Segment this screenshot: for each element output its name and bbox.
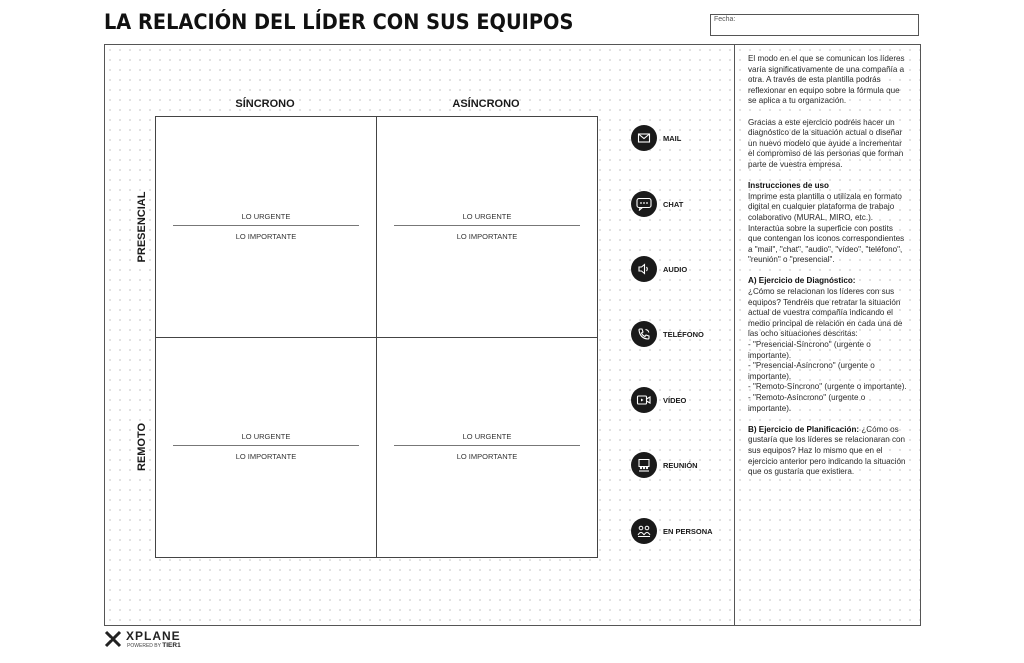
mail-icon [631, 125, 657, 151]
xplane-mark-icon [104, 630, 122, 648]
cell-rule [394, 225, 580, 226]
date-field[interactable] [710, 14, 919, 36]
planning-text: ¿Cómo os gustaría que los líderes se relacionaran con sus equipos? Haz lo mismo que en el ejercicio anterior pero indicando la situación que os gustaría que existiera. [748, 424, 906, 477]
situation-item: - "Presencial-Asíncrono" (urgente o importante). [748, 361, 875, 381]
instructions-sidebar [748, 54, 908, 478]
cell-rule [173, 225, 359, 226]
media-label: AUDIO [663, 264, 688, 274]
cell-label-important: LO IMPORTANTE [235, 452, 297, 461]
cell-rule [394, 445, 580, 446]
planning-heading: B) Ejercicio de Planificación: [748, 424, 860, 434]
cell-label-urgent: LO URGENTE [462, 432, 512, 441]
media-label: MAIL [663, 133, 682, 143]
cell-label-urgent: LO URGENTE [241, 212, 291, 221]
powered-by-label: POWERED BY [127, 643, 161, 649]
media-item-telefono[interactable] [631, 321, 704, 347]
media-label: CHAT [663, 199, 684, 209]
media-item-en-persona[interactable] [631, 518, 713, 544]
column-header-sincrono: SÍNCRONO [235, 98, 295, 110]
media-item-chat[interactable] [631, 191, 683, 217]
sidebar-divider [734, 44, 735, 626]
row-header-remoto: REMOTO [136, 422, 148, 472]
page-title: LA RELACIÓN DEL LÍDER CON SUS EQUIPOS [104, 10, 574, 34]
grid-horizontal-divider [156, 337, 597, 338]
partner-name: TIER1 [162, 642, 181, 649]
brand-name: XPLANE [126, 629, 181, 643]
intro-text: El modo en el que se comunican los líderes varía significativamente de una compañía a otra. A través de esta plantilla podrás reflexionar en equipo sobre la fórmula que se aplica a tu organización. [748, 54, 905, 106]
media-label: REUNIÓN [663, 460, 698, 470]
cell-label-urgent: LO URGENTE [462, 212, 512, 221]
quadrant-grid [155, 116, 598, 558]
instructions-text: Imprime esta plantilla o utilízala en formato digital en cualquier plataforma de trabajo colaborativo (MURAL, MIRO, etc.). Interactúa sobre la superficie con postits que contengan los iconos correspondientes a "mail", "chat", "audio", "vídeo", "teléfono", "reunión" o "presencial". [748, 191, 905, 265]
date-label: Fecha: [714, 16, 736, 23]
column-header-asincrono: ASÍNCRONO [452, 98, 520, 110]
in-person-icon [631, 518, 657, 544]
media-item-reunion[interactable] [631, 452, 698, 478]
diagnostic-heading: A) Ejercicio de Diagnóstico: [748, 276, 856, 286]
diagnostic-text: ¿Cómo se relacionan los líderes con sus equipos? Tendréis que retratar la situación actual de vuestra compañía indicando el medio principal de relación en cada una de las ocho situaciones descritas: [748, 287, 903, 339]
media-label: EN PERSONA [663, 526, 713, 536]
cell-label-important: LO IMPORTANTE [456, 452, 518, 461]
media-label: VÍDEO [663, 395, 687, 405]
situation-item: - "Presencial-Síncrono" (urgente o importante). [748, 340, 871, 360]
media-item-audio[interactable] [631, 256, 687, 282]
media-item-mail[interactable] [631, 125, 681, 151]
cell-rule [173, 445, 359, 446]
purpose-text: Gracias a este ejercicio podréis hacer un diagnóstico de la situación actual o diseñar un nuevo modelo que ayude a incrementar el compromiso de las personas que forman parte de vuestra empresa. [748, 117, 904, 169]
cell-label-important: LO IMPORTANTE [235, 232, 297, 241]
media-item-video[interactable] [631, 387, 686, 413]
audio-icon [631, 256, 657, 282]
meeting-icon [631, 452, 657, 478]
phone-icon [631, 321, 657, 347]
situation-item: - "Remoto-Asíncrono" (urgente o importante). [748, 393, 866, 413]
xplane-logo [104, 630, 181, 650]
instructions-heading: Instrucciones de uso [748, 181, 829, 191]
row-header-presencial: PRESENCIAL [136, 191, 148, 263]
media-label: TELÉFONO [663, 329, 704, 339]
cell-label-urgent: LO URGENTE [241, 432, 291, 441]
cell-label-important: LO IMPORTANTE [456, 232, 518, 241]
situation-item: - "Remoto-Síncrono" (urgente o importante). [748, 382, 907, 392]
chat-icon [631, 191, 657, 217]
video-icon [631, 387, 657, 413]
